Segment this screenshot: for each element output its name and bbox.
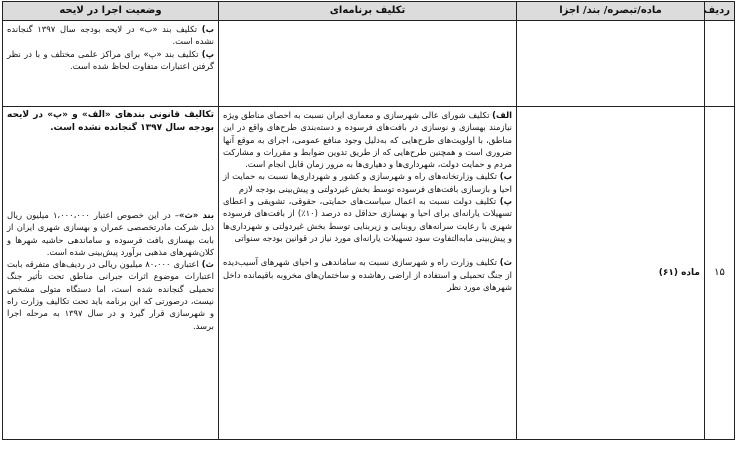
header-status: وضعیت اجرا در لایحه (3, 2, 219, 21)
table-row (3, 21, 735, 107)
status-heading: تکالیف قانونی بندهای «الف» و «پ» در لایحه بودجه سال ۱۳۹۷ گنجانده نشده است. (7, 110, 214, 133)
status-paragraph-b: ب) تکلیف بند «ب» در لایحه بودجه سال ۱۳۹۷ گنجانده نشده است. (7, 24, 214, 47)
assignment-cell (219, 107, 517, 440)
assignment-cell (219, 21, 517, 107)
status-cell (3, 107, 219, 440)
assignment-paragraph-alef: الف) تکلیف شورای عالی شهرسازی و معماری ایران نسبت به احصای مناطق ویژه نیازمند بهسازی و نوسازی در بافت‌های فرسوده و دسته‌بندی طرح‌های واقع در این مناطق، با اولویت‌های طرح‌هایی که به‌دلیل وجود منافع عمومی، اجرای به موقع آنها ضروری است و همچنین طرح‌هایی که از طریق تدوین ضوابط و مقررات و مشارکت مردم و حمایت دولت، شهرداری‌ها و دهیاری‌ها به مرور زمان قابل انجام است. (223, 110, 512, 170)
status-paragraph-p: پ) تکلیف بند «پ» برای مراکز علمی مختلف و با در نظر گرفتن اعتبارات متفاوت لحاظ شده است. (7, 48, 214, 71)
header-assignment: تکلیف برنامه‌ای (219, 2, 517, 21)
assignment-paragraph-be: ب) تکلیف وزارتخانه‌های راه و شهرسازی و کشور و شهرداری‌ها نسبت به حمایت از احیا و بازسازی بافت‌های فرسوده توسط بخش غیردولتی و پیش‌بینی بودجه لازم (223, 171, 512, 194)
article-cell (517, 21, 705, 107)
row-number-cell: ۱۵ (705, 107, 735, 440)
assignment-paragraph-pe: پ) تکلیف دولت نسبت به اعمال سیاست‌های حمایتی، حقوقی، تشویقی و اعطای تسهیلات یارانه‌ای برای احیا و بهسازی حداقل ده درصد (۱۰٪) از بافت‌های فرسوده شهری با رعایت سرانه‌های روبنایی و زیربنایی توسط بخش غیردولتی و شهرداری‌ها و پیش‌بینی مابه‌التفاوت سود تسهیلات یارانه‌ای مورد نیاز در قوانین بودجه سنواتی (223, 196, 512, 243)
header-row-number: ردیف (705, 2, 735, 21)
assignment-paragraph-se: ث) تکلیف وزارت راه و شهرسازی نسبت به ساماندهی و احیای شهرهای آسیب‌دیده از جنگ تحمیلی و استفاده از اراضی رهاشده و ساختمان‌های مخروبه باقیمانده داخل شهرهای مورد نظر (223, 257, 512, 292)
spacer (7, 135, 214, 209)
header-row (3, 2, 735, 21)
table-row (3, 107, 735, 440)
status-cell (3, 21, 219, 107)
program-table (2, 1, 735, 440)
article-cell: ماده (۶۱) (517, 107, 705, 440)
header-article: ماده/تبصره/ بند/ اجزا (517, 2, 705, 21)
row-number-cell (705, 21, 735, 107)
status-paragraph-se: ث) اعتباری ۸۰،۰۰۰ میلیون ریالی در ردیف‌های متفرقه بابت اعتبارات موضوع اثرات جبرانی مناطق تحت تأثیر جنگ تحمیلی گنجانده شده است، اما دستگاه متولی مشخص نیست، درصورتی که این برنامه باید تحت تکالیف وزارت راه و شهرسازی قرار گیرد و در سال ۱۳۹۷ به مرحله اجرا برسد. (7, 259, 214, 331)
status-paragraph-bande: بند «ث»– در این خصوص اعتبار ۱،۰۰۰،۰۰۰ میلیون ریال ذیل شرکت مادرتخصصی عمران و بهسازی شهری ایران از بابت بهسازی بافت فرسوده و ساماندهی حاشیه شهرها و کلان‌شهرهای مذهبی برآورد پیش‌بینی شده است. (7, 210, 214, 257)
